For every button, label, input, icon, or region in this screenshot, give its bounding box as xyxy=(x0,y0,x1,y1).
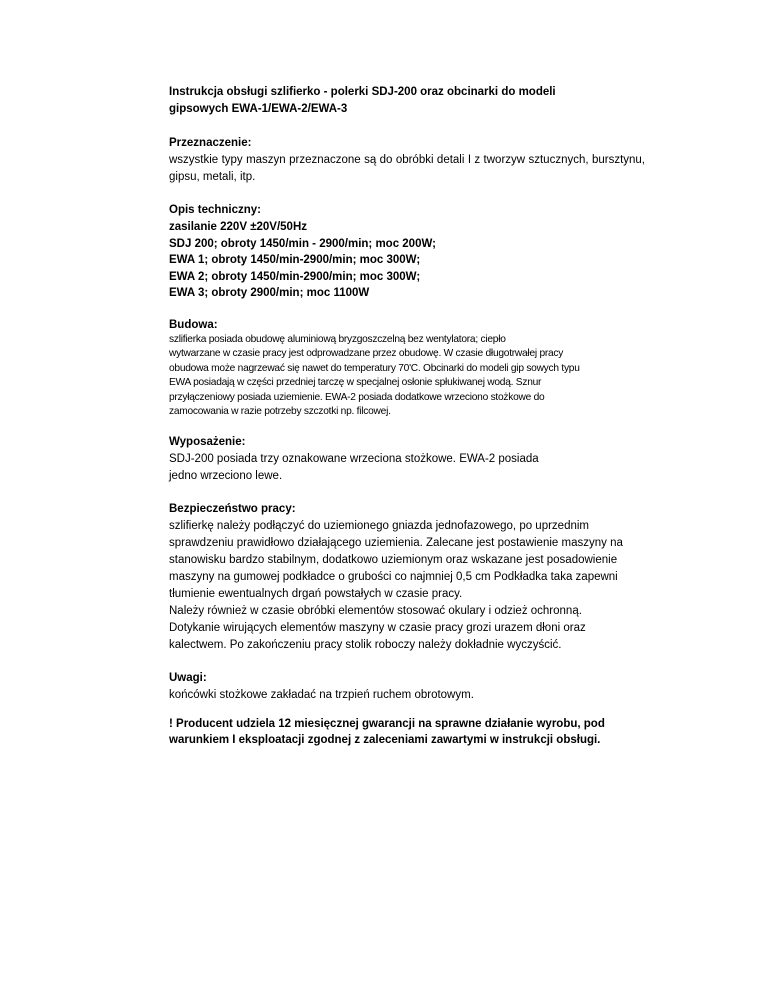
spec-line: SDJ 200; obroty 1450/min - 2900/min; moc 200W; xyxy=(169,237,436,250)
text-line: obudowa może nagrzewać się nawet do temperatury 70'C. Obcinarki do modeli gip sowych typu xyxy=(169,362,580,374)
section-heading: Przeznaczenie: xyxy=(169,137,252,149)
text-line: kalectwem. Po zakończeniu pracy stolik roboczy należy dokładnie wyczyścić. xyxy=(169,638,562,651)
text-line: sprawdzeniu prawidłowo działającego uziemienia. Zalecane jest postawienie maszyny na xyxy=(169,536,623,549)
section-text xyxy=(169,333,645,420)
section-text: wszystkie typy maszyn przeznaczone są do obróbki detali I z tworzyw sztucznych, bursztynu, gipsu, metali, itp. xyxy=(169,154,645,183)
section-text xyxy=(169,451,645,485)
section-heading: Budowa: xyxy=(169,318,218,331)
section-przeznaczenie xyxy=(169,135,645,186)
section-opis-techniczny xyxy=(169,202,645,302)
text-line: EWA posiadają w części przedniej tarczę w specjalnej osłonie spłukiwanej wodą. Sznur xyxy=(169,377,542,388)
spec-line: zasilanie 220V ±20V/50Hz xyxy=(169,221,308,233)
text-line: stanowisku bardzo stabilnym, dodatkowo uziemionym oraz wskazane jest posadowienie xyxy=(169,553,618,566)
spec-line: EWA 1; obroty 1450/min-2900/min; moc 300W; xyxy=(169,254,421,266)
text-line: jedno wrzeciono lewe. xyxy=(169,469,283,482)
document-title: Instrukcja obsługi szlifierko - polerki SDJ-200 oraz obcinarki do modeli gipsowych EWA-1/EWA-2/EWA-3 xyxy=(169,86,556,115)
section-heading: Wyposażenie: xyxy=(169,435,246,448)
warranty-note: ! Producent udziela 12 miesięcznej gwarancji na sprawne działanie wyrobu, pod warunkiem I eksploatacji zgodnej z zaleceniami zawartymi w instrukcji obsługi. xyxy=(169,717,605,746)
text-line: SDJ-200 posiada trzy oznakowane wrzeciona stożkowe. EWA-2 posiada xyxy=(169,452,539,465)
section-bezpieczenstwo xyxy=(169,501,645,654)
section-heading: Opis techniczny: xyxy=(169,204,262,216)
text-line: Dotykanie wirujących elementów maszyny w czasie pracy grozi urazem dłoni oraz xyxy=(169,621,586,634)
section-uwagi xyxy=(169,670,645,704)
section-heading: Bezpieczeństwo pracy: xyxy=(169,502,296,515)
spec-line: EWA 3; obroty 2900/min; moc 1100W xyxy=(169,287,370,299)
section-budowa xyxy=(169,318,645,420)
text-line: maszyny na gumowej podkładce o grubości co najmniej 0,5 cm Podkładka taka zapewni xyxy=(169,570,618,583)
section-wyposazenie xyxy=(169,434,645,485)
section-text: końcówki stożkowe zakładać na trzpień ruchem obrotowym. xyxy=(169,688,474,701)
section-text xyxy=(169,518,645,654)
text-line: szlifierka posiada obudowę aluminiową bryzgoszczelną bez wentylatora; ciepło xyxy=(169,333,506,345)
text-line: zamocowania w razie potrzeby szczotki np. filcowej. xyxy=(169,406,391,417)
text-line: tłumienie ewentualnych drgań powstałych w czasie pracy. xyxy=(169,587,463,600)
section-heading: Uwagi: xyxy=(169,671,207,684)
text-line: przyłączeniowy posiada uziemienie. EWA-2 posiada dodatkowe wrzeciono stożkowe do xyxy=(169,391,545,403)
document-page xyxy=(169,84,645,749)
spec-line: EWA 2; obroty 1450/min-2900/min; moc 300W; xyxy=(169,270,421,283)
text-line: Należy również w czasie obróbki elementów stosować okulary i odzież ochronną. xyxy=(169,604,582,617)
text-line: szlifierkę należy podłączyć do uziemionego gniazda jednofazowego, po uprzednim xyxy=(169,519,590,532)
text-line: wytwarzane w czasie pracy jest odprowadzane przez obudowę. W czasie długotrwałej pracy xyxy=(169,348,564,359)
